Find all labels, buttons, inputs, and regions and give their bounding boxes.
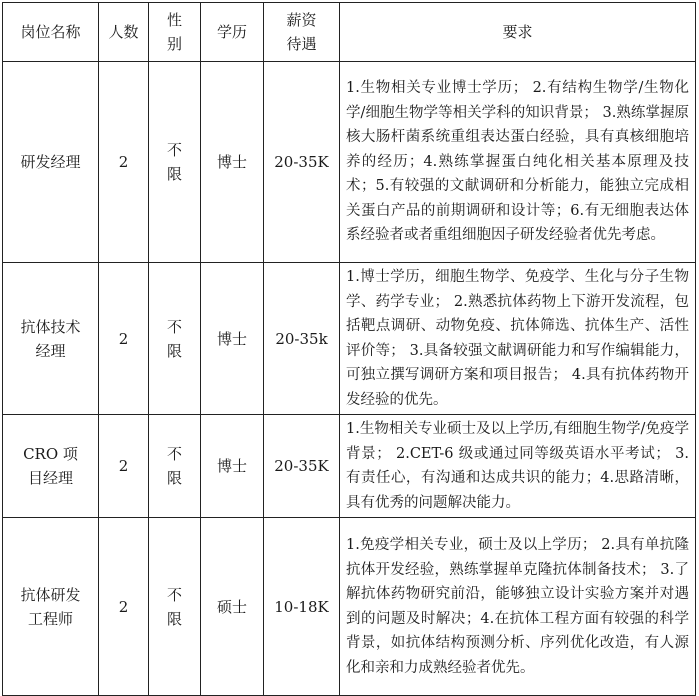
- cell-position: 抗体技术经理: [3, 263, 99, 415]
- cell-salary: 20-35k: [264, 263, 340, 415]
- cell-requirements: 1.免疫学相关专业，硕士及以上学历； 2.具有单抗隆抗体开发经验，熟练掌握单克隆抗体制备技术； 3.了解抗体药物研究前沿，能够独立设计实验方案并对遇到的问题及时解决；4.在抗体工程方面有较强的科学背景，如抗体结构预测分析、序列优化改造，有人源化和亲和力成熟经验者优先。: [340, 518, 696, 696]
- cell-gender: 不限: [149, 263, 201, 415]
- cell-position: 研发经理: [3, 62, 99, 263]
- cell-requirements: 1.博士学历，细胞生物学、免疫学、生化与分子生物学、药学专业； 2.熟悉抗体药物上下游开发流程，包括靶点调研、动物免疫、抗体筛选、抗体生产、活性评价等； 3.具备较强文献调研能力和写作编辑能力，可独立撰写调研方案和项目报告； 4.具有抗体药物开发经验的优先。: [340, 263, 696, 415]
- header-education: 学历: [201, 3, 264, 62]
- cell-salary: 20-35K: [264, 62, 340, 263]
- cell-requirements: 1.生物相关专业硕士及以上学历,有细胞生物学/免疫学背景； 2.CET-6 级或通过同等级英语水平考试； 3.有责任心，有沟通和达成共识的能力；4.思路清晰，具有优秀的问题解决能力。: [340, 415, 696, 518]
- table-header-row: [3, 3, 696, 62]
- cell-education: 硕士: [201, 518, 264, 696]
- cell-gender: 不限: [149, 518, 201, 696]
- header-gender: 性别: [149, 3, 201, 62]
- cell-position: 抗体研发工程师: [3, 518, 99, 696]
- job-table: [2, 2, 696, 696]
- cell-requirements: 1.生物相关专业博士学历； 2.有结构生物学/生物化学/细胞生物学等相关学科的知识背景； 3.熟练掌握原核大肠杆菌系统重组表达蛋白经验，具有真核细胞培养的经历；4.熟练掌握蛋白纯化相关基本原理及技术；5.有较强的文献调研和分析能力，能独立完成相关蛋白产品的前期调研和设计等；6.有无细胞表达体系经验者或者重组细胞因子研发经验者优先考虑。: [340, 62, 696, 263]
- table-row: [3, 263, 696, 415]
- cell-education: 博士: [201, 62, 264, 263]
- table-row: [3, 415, 696, 518]
- cell-count: 2: [99, 263, 149, 415]
- cell-salary: 20-35K: [264, 415, 340, 518]
- cell-count: 2: [99, 518, 149, 696]
- header-position: 岗位名称: [3, 3, 99, 62]
- cell-education: 博士: [201, 263, 264, 415]
- header-requirements: 要求: [340, 3, 696, 62]
- cell-position: CRO 项目经理: [3, 415, 99, 518]
- cell-salary: 10-18K: [264, 518, 340, 696]
- cell-education: 博士: [201, 415, 264, 518]
- cell-count: 2: [99, 415, 149, 518]
- table-row: [3, 518, 696, 696]
- cell-count: 2: [99, 62, 149, 263]
- header-salary: 薪资待遇: [264, 3, 340, 62]
- table-row: [3, 62, 696, 263]
- cell-gender: 不限: [149, 62, 201, 263]
- cell-gender: 不限: [149, 415, 201, 518]
- header-count: 人数: [99, 3, 149, 62]
